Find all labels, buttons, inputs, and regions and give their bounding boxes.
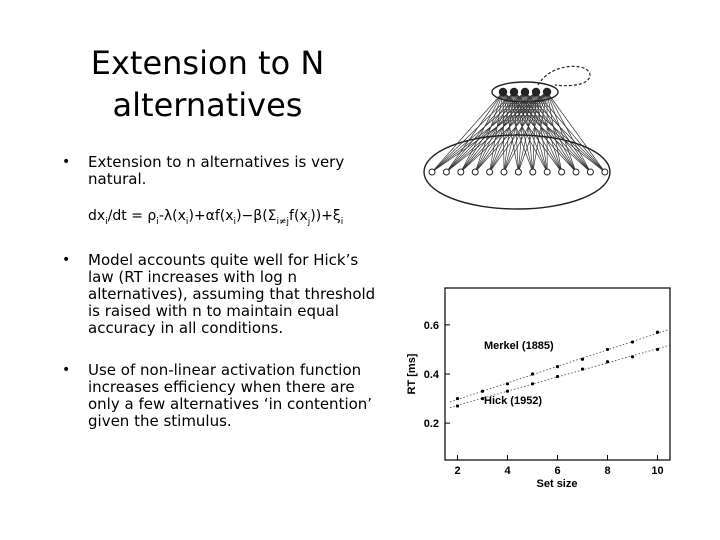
rt-chart (400, 278, 680, 493)
data-point (506, 382, 509, 385)
bullet-text-2: Model accounts quite well for Hick’s law (RT increases with log n alternatives), assuming that threshold is raised with n to maintain equal accuracy in all conditions. (88, 251, 376, 337)
data-point (631, 355, 634, 358)
input-unit (501, 169, 507, 175)
input-unit (573, 169, 579, 175)
network-diagram (420, 55, 615, 215)
input-unit (602, 169, 608, 175)
output-unit (521, 88, 529, 96)
data-point (556, 365, 559, 368)
input-unit (458, 169, 464, 175)
output-unit (543, 88, 551, 96)
x-tick-label: 2 (454, 465, 461, 477)
y-tick-label: 0.6 (423, 319, 439, 332)
input-unit (559, 169, 565, 175)
output-unit (510, 88, 518, 96)
series-label-hick: Hick (1952) (484, 395, 543, 407)
input-unit (443, 169, 449, 175)
bullet-marker: • (62, 252, 71, 268)
input-unit (515, 169, 521, 175)
y-tick-label: 0.2 (423, 418, 439, 431)
y-axis-label: RT [ms] (406, 353, 418, 395)
input-unit (429, 169, 435, 175)
x-tick-label: 8 (604, 465, 611, 477)
data-point (606, 348, 609, 351)
data-point (556, 375, 559, 378)
plot-frame (445, 288, 670, 460)
data-point (581, 367, 584, 370)
data-point (531, 382, 534, 385)
bullet-text-3: Use of non-linear activation function increases efficiency when there are only a few alternatives ‘in contention’ given the stimulus. (88, 361, 373, 430)
input-unit (530, 169, 536, 175)
data-point (456, 404, 459, 407)
x-axis-label: Set size (536, 478, 578, 490)
data-point (631, 340, 634, 343)
data-point (456, 397, 459, 400)
output-unit (499, 88, 507, 96)
bullet-marker: • (62, 362, 71, 378)
input-unit (587, 169, 593, 175)
data-point (506, 390, 509, 393)
series-label-merkel: Merkel (1885) (484, 340, 554, 352)
data-point (531, 372, 534, 375)
bullet-text-1: Extension to n alternatives is very natural. (88, 153, 345, 188)
data-point (581, 358, 584, 361)
data-point (656, 331, 659, 334)
x-tick-label: 4 (504, 465, 511, 477)
data-point (481, 390, 484, 393)
slide-title: Extension to N alternatives (90, 44, 325, 124)
x-tick-label: 10 (651, 465, 664, 477)
output-unit (532, 88, 540, 96)
bullet-marker: • (62, 154, 71, 170)
y-tick-label: 0.4 (423, 369, 439, 381)
activation-equation: $dx_i/dt = \rho_i-\lambda(x_i)+\alpha f(x_i)-\beta(\Sigma_{i\ne j}f(x_j))+\xi_i$ (88, 208, 344, 227)
data-point (606, 360, 609, 363)
input-unit (472, 169, 478, 175)
x-tick-label: 6 (554, 465, 561, 477)
self-excitation-loop (538, 66, 590, 85)
input-unit (487, 169, 493, 175)
input-unit (544, 169, 550, 175)
data-point (656, 348, 659, 351)
